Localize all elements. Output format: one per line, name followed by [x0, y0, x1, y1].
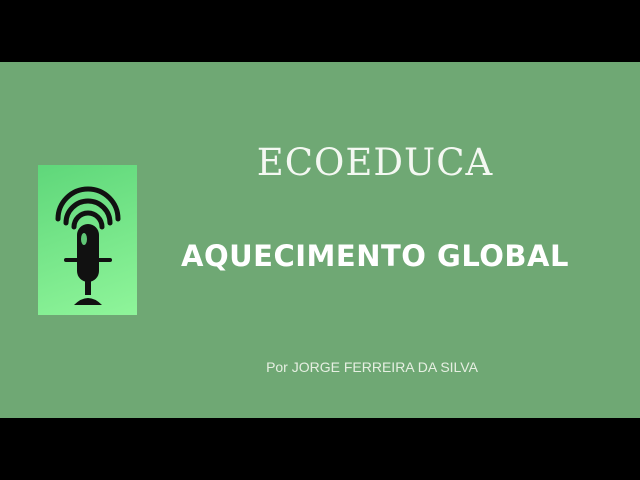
podcast-logo — [38, 165, 137, 315]
podcast-microphone-icon — [38, 165, 137, 315]
episode-title: AQUECIMENTO GLOBAL — [181, 239, 569, 273]
mic-base-icon — [74, 298, 102, 305]
mic-capsule-icon — [77, 224, 99, 282]
brand-name: ECOEDUCA — [256, 141, 494, 184]
author-credit: Por JORGE FERREIRA DA SILVA — [266, 359, 478, 375]
title-slide — [0, 62, 640, 418]
